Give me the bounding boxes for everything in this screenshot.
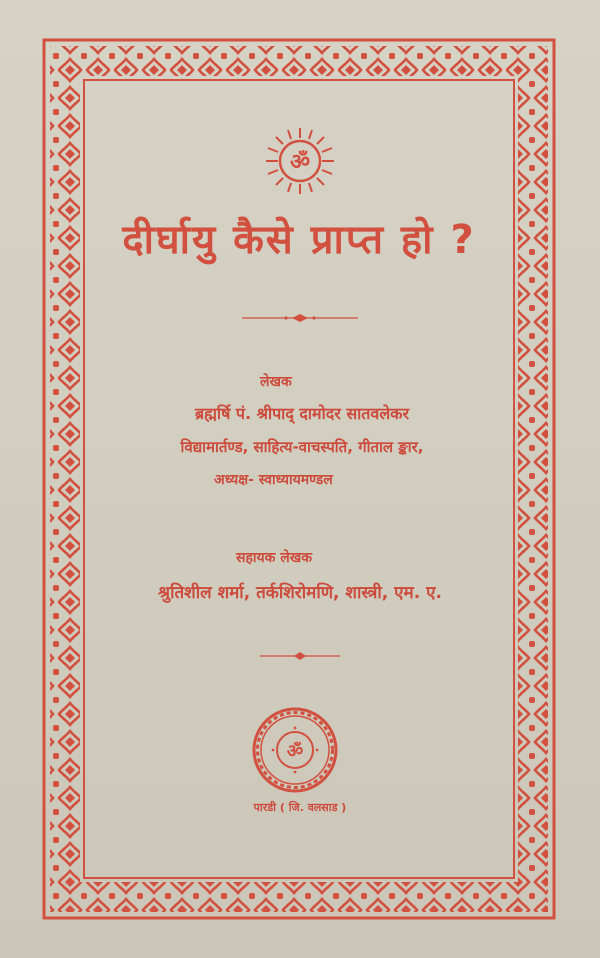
divider-ornament xyxy=(258,650,342,662)
om-seal-icon xyxy=(250,705,340,795)
svg-text:ॐ: ॐ xyxy=(286,741,304,762)
book-title: दीर्घायु कैसे प्राप्त हो ? xyxy=(122,217,476,263)
coauthor-label: सहायक लेखक xyxy=(236,550,312,566)
om-sun-icon xyxy=(262,126,338,196)
coauthor-name: श्रुतिशील शर्मा, तर्कशिरोमणि, शास्त्री, एम. ए. xyxy=(158,583,442,603)
svg-text:ॐ: ॐ xyxy=(289,150,311,175)
author-titles: विद्यामार्तण्ड, साहित्य-वाचस्पति, गीताल ङ्कार, xyxy=(180,438,424,456)
publisher-place: पारडी ( जि. वलसाड ) xyxy=(253,801,347,814)
divider-ornament xyxy=(240,312,360,324)
author-name: ब्रह्मर्षि पं. श्रीपाद् दामोदर सातवलेकर xyxy=(194,404,410,423)
author-label: लेखक xyxy=(260,374,292,390)
author-role: अध्यक्ष- स्वाध्यायमण्डल xyxy=(214,472,333,488)
